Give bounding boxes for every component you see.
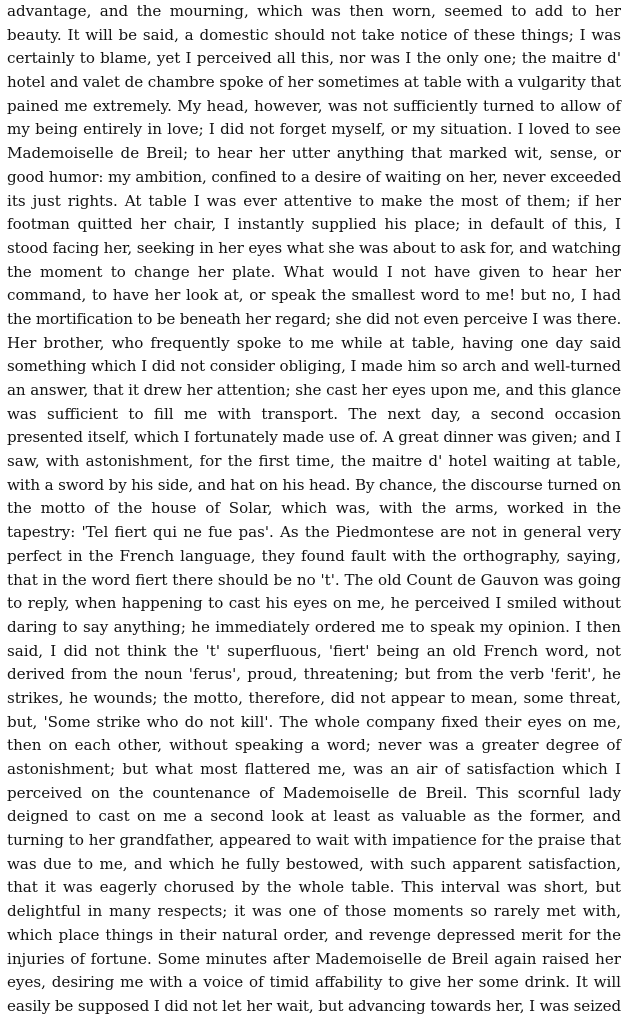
text-line: the mortification to be beneath her regard; she did not even perceive I was there. xyxy=(7,309,622,328)
text-line: footman quitted her chair, I instantly supplied his place; in default of this, I xyxy=(7,215,621,234)
text-line: my being entirely in love; I did not forget myself, or my situation. I loved to see xyxy=(7,120,621,139)
text-line: perfect in the French language, they found fault with the orthography, saying, xyxy=(7,546,621,565)
text-line: tapestry: 'Tel fiert qui ne fue pas'. As the Piedmontese are not in general very xyxy=(7,523,621,542)
text-line: beauty. It will be said, a domestic should not take notice of these things; I was xyxy=(7,25,621,44)
text-line: Mademoiselle de Breil; to hear her utter anything that marked wit, sense, or xyxy=(7,144,621,163)
text-line: deigned to cast on me a second look at least as valuable as the former, and xyxy=(7,807,621,826)
text-line: turning to her grandfather, appeared to wait with impatience for the praise that xyxy=(7,831,621,850)
text-line: advantage, and the mourning, which was then worn, seemed to add to her xyxy=(7,2,621,20)
text-line: to reply, when happening to cast his eyes on me, he perceived I smiled without xyxy=(7,594,621,613)
text-line: said, I did not think the 't' superfluous, 'fiert' being an old French word, not xyxy=(7,641,621,660)
text-line: easily be supposed I did not let her wait, but advancing towards her, I was seized xyxy=(7,996,621,1015)
text-line: then on each other, without speaking a word; never was a greater degree of xyxy=(7,736,621,755)
text-line: that in the word fiert there should be no 't'. The old Count de Gauvon was going xyxy=(7,570,622,589)
text-line: with a sword by his side, and hat on his head. By chance, the discourse turned on xyxy=(7,475,621,494)
text-line: the motto of the house of Solar, which was, with the arms, worked in the xyxy=(7,499,621,518)
body-text xyxy=(7,0,621,1019)
text-line: an answer, that it drew her attention; she cast her eyes upon me, and this glance xyxy=(7,381,621,399)
text-line: good humor: my ambition, confined to a desire of waiting on her, never exceeded xyxy=(7,167,622,186)
text-line: was sufficient to fill me with transport. The next day, a second occasion xyxy=(7,404,621,423)
text-line: Her brother, who frequently spoke to me while at table, having one day said xyxy=(7,333,621,352)
text-line: delightful in many respects; it was one of those moments so rarely met with, xyxy=(7,902,621,921)
text-line: hotel and valet de chambre spoke of her sometimes at table with a vulgarity that xyxy=(7,73,621,92)
text-line: astonishment; but what most flattered me, was an air of satisfaction which I xyxy=(7,760,621,778)
text-line: presented itself, which I fortunately made use of. A great dinner was given; and I xyxy=(7,428,621,447)
text-line: was due to me, and which he fully bestowed, with such apparent satisfaction, xyxy=(7,854,621,873)
text-line: but, 'Some strike who do not kill'. The whole company fixed their eyes on me, xyxy=(7,712,621,731)
text-line: that it was eagerly chorused by the whole table. This interval was short, but xyxy=(7,878,621,897)
text-line: daring to say anything; he immediately ordered me to speak my opinion. I then xyxy=(7,617,621,636)
text-line: strikes, he wounds; the motto, therefore, did not appear to mean, some threat, xyxy=(7,688,621,707)
text-line: certainly to blame, yet I perceived all this, nor was I the only one; the maitre d' xyxy=(7,49,621,68)
text-line: derived from the noun 'ferus', proud, threatening; but from the verb 'ferit', he xyxy=(7,665,621,684)
text-line: something which I did not consider obliging, I made him so arch and well-turned xyxy=(7,357,621,376)
text-line: the moment to change her plate. What would I not have given to hear her xyxy=(7,262,621,281)
text-line: command, to have her look at, or speak the smallest word to me! but no, I had xyxy=(7,286,621,305)
text-line: eyes, desiring me with a voice of timid affability to give her some drink. It will xyxy=(7,973,621,992)
text-line: its just rights. At table I was ever attentive to make the most of them; if her xyxy=(7,191,621,210)
text-line: perceived on the countenance of Mademoiselle de Breil. This scornful lady xyxy=(7,783,621,802)
text-line: pained me extremely. My head, however, was not sufficiently turned to allow of xyxy=(7,96,621,115)
text-line: which place things in their natural order, and revenge depressed merit for the xyxy=(7,925,621,944)
text-line: saw, with astonishment, for the first time, the maitre d' hotel waiting at table, xyxy=(7,452,621,471)
text-line: stood facing her, seeking in her eyes what she was about to ask for, and watching xyxy=(7,238,621,257)
text-line: injuries of fortune. Some minutes after Mademoiselle de Breil again raised her xyxy=(7,949,621,968)
